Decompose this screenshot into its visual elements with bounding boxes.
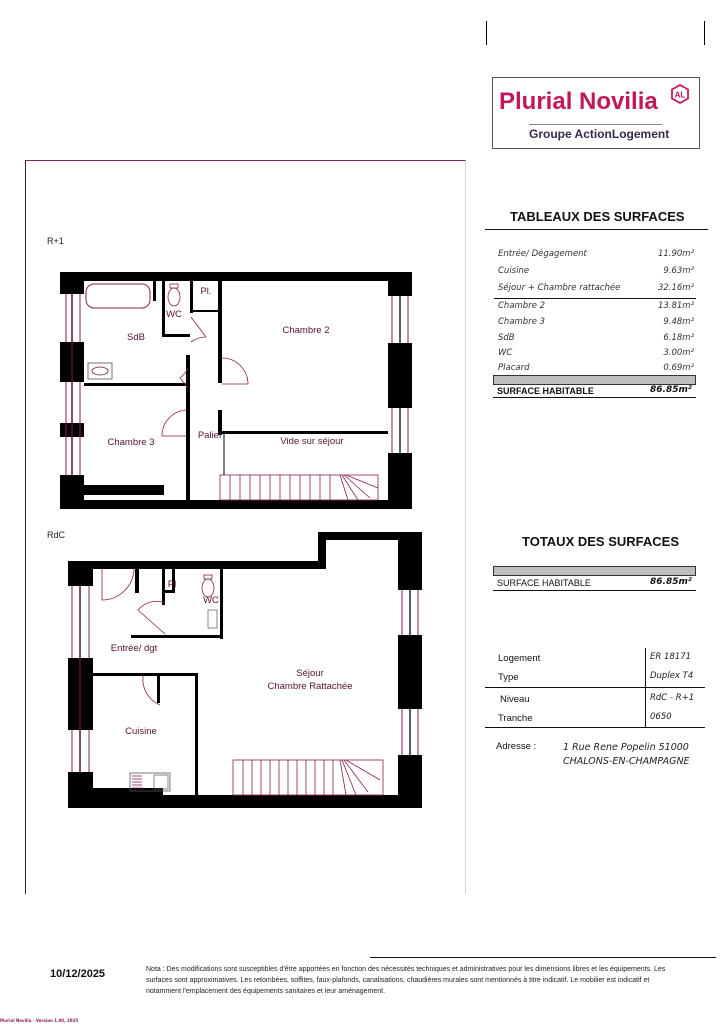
info-bottom-rule bbox=[485, 727, 705, 728]
svg-text:Chambre 2: Chambre 2 bbox=[282, 325, 330, 336]
surface-row: Chambre 3 9.48m² bbox=[498, 317, 694, 327]
totals-surface-label: SURFACE HABITABLE bbox=[497, 578, 591, 588]
svg-text:Palier: Palier bbox=[197, 430, 223, 441]
floor-plan-ground bbox=[68, 530, 428, 815]
disclaimer-note: Nota : Des modifications sont susceptibles d'être apportées en fonction des nécessités techniques et administratives pour les dimensions libres et les équipements. Les surfaces sont approximatives. Les retombées, soffites, faux-plafonds, canalisations, chaudières murales sont mentionnés à titre indicatif. Le mobilier est indicatif et notamment l'emplacement des équipements sanitaires et leur aménagement. bbox=[146, 966, 666, 995]
type-value: Duplex T4 bbox=[650, 671, 694, 681]
niveau-label: Niveau bbox=[500, 694, 530, 705]
totals-separator-bar bbox=[493, 566, 696, 576]
surfaces-table-title: TABLEAUX DES SURFACES bbox=[510, 209, 685, 224]
surface-row: Entrée/ Dégagement 11.90m² bbox=[498, 249, 694, 259]
brand-subtitle: Groupe ActionLogement bbox=[529, 127, 670, 141]
tranche-label: Tranche bbox=[498, 713, 533, 724]
total-rule bbox=[493, 397, 696, 398]
svg-text:WC: WC bbox=[203, 595, 219, 606]
type-label: Type bbox=[498, 672, 519, 683]
title-rule bbox=[485, 229, 708, 230]
total-separator-bar bbox=[493, 375, 696, 385]
svg-text:AL: AL bbox=[674, 90, 686, 100]
totals-surface-value: 86.85m² bbox=[650, 577, 692, 587]
niveau-value: RdC - R+1 bbox=[650, 693, 695, 703]
svg-text:Vide sur séjour: Vide sur séjour bbox=[280, 436, 344, 447]
info-divider bbox=[485, 687, 705, 688]
adresse-label: Adresse : bbox=[496, 741, 537, 752]
surface-row: Placard 0.69m² bbox=[498, 363, 694, 373]
svg-text:WC: WC bbox=[166, 309, 182, 320]
brand-logo bbox=[492, 77, 700, 149]
tranche-value: 0650 bbox=[650, 712, 672, 722]
svg-text:Entrée/ dgt: Entrée/ dgt bbox=[110, 643, 158, 654]
surface-row: Cuisine 9.63m² bbox=[498, 266, 694, 276]
svg-text:Pl.: Pl. bbox=[200, 286, 212, 297]
level-label-upper: R+1 bbox=[47, 236, 64, 246]
svg-text:SdB: SdB bbox=[127, 332, 145, 343]
adresse-line1: 1 Rue Rene Popelin 51000 bbox=[563, 742, 689, 753]
svg-text:Pl: Pl bbox=[167, 579, 177, 590]
svg-text:Séjour: Séjour bbox=[296, 668, 324, 679]
adresse-line2: CHALONS-EN-CHAMPAGNE bbox=[563, 756, 690, 767]
logement-value: ER 18171 bbox=[650, 652, 692, 662]
footer-rule bbox=[370, 957, 716, 958]
totals-rule bbox=[493, 590, 696, 591]
logo-divider bbox=[529, 124, 662, 125]
brand-name: Plurial Novilia bbox=[499, 88, 658, 115]
crop-mark bbox=[704, 21, 705, 45]
surface-row: SdB 6.18m² bbox=[498, 333, 694, 343]
svg-text:Chambre Rattachée: Chambre Rattachée bbox=[267, 681, 353, 692]
document-date: 10/12/2025 bbox=[50, 968, 106, 980]
surface-habitable-label: SURFACE HABITABLE bbox=[497, 386, 594, 396]
credit-text: Plurial Novilia - Version 1.00, 2025 bbox=[0, 1018, 79, 1023]
totals-table-title: TOTAUX DES SURFACES bbox=[522, 534, 679, 549]
floor-plan-upper bbox=[58, 270, 418, 520]
surface-habitable-value: 86.85m² bbox=[650, 385, 692, 395]
logement-label: Logement bbox=[498, 653, 541, 664]
crop-mark bbox=[486, 21, 487, 45]
svg-text:Chambre 3: Chambre 3 bbox=[107, 437, 155, 448]
al-badge-icon bbox=[670, 84, 690, 104]
surface-row: Séjour + Chambre rattachée 32.16m² bbox=[498, 283, 694, 293]
info-divider-vertical bbox=[645, 648, 646, 728]
surface-row: WC 3.00m² bbox=[498, 348, 694, 358]
surface-row: Chambre 2 13.81m² bbox=[498, 301, 694, 311]
svg-text:Cuisine: Cuisine bbox=[125, 726, 157, 737]
level-label-ground: RdC bbox=[47, 530, 66, 540]
